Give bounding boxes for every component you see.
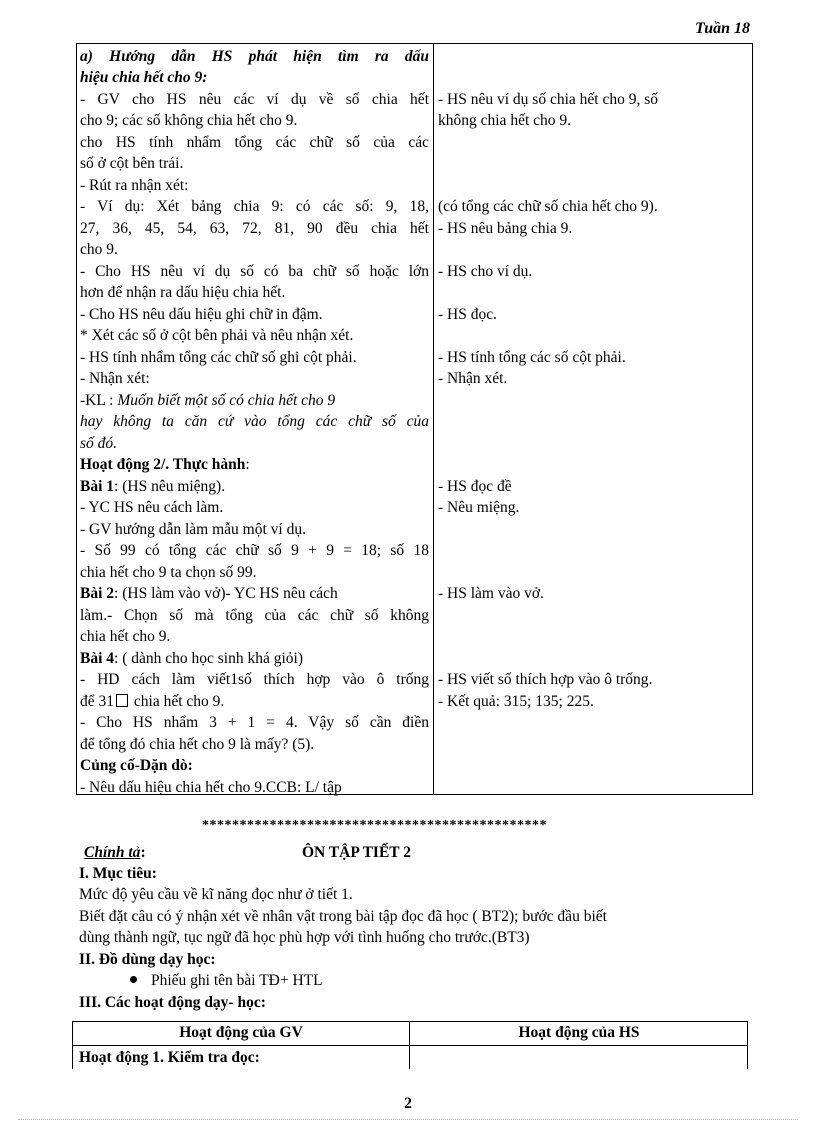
left-line: số ở cột bên trái.	[80, 155, 184, 172]
left-line: làm.- Chọn số mà tổng của các chữ số không	[80, 607, 429, 624]
right-line: (có tổng các chữ số chia hết cho 9).	[438, 198, 658, 215]
left-line: chia hết cho 9 ta chọn số 99.	[80, 564, 257, 581]
objective-line: Biết đặt câu có ý nhận xét về nhân vật trong bài tập đọc đã học ( BT2); bước đầu biết	[79, 908, 607, 925]
right-line: - HS viết số thích hợp vào ô trống.	[438, 671, 653, 688]
right-line: - HS đọc.	[438, 306, 497, 323]
left-line: hơn để nhận ra dấu hiệu chia hết.	[80, 284, 286, 301]
left-line: 27, 36, 45, 54, 63, 72, 81, 90 đều chia hết	[80, 220, 429, 237]
column-divider	[433, 44, 434, 794]
bullet-icon	[130, 976, 137, 983]
left-line: chia hết cho 9.	[80, 628, 171, 645]
left-line: cho HS tính nhẩm tổng các chữ số của các	[80, 134, 429, 151]
left-line: * Xét các số ở cột bên phải và nêu nhận xét.	[80, 327, 354, 344]
page-number: 2	[404, 1095, 412, 1112]
left-line: Bài 4: ( dành cho học sinh khá giỏi)	[80, 650, 304, 667]
objective-line: Mức độ yêu cầu về kĩ năng đọc như ở tiết 1.	[79, 886, 353, 903]
separator: **********************************************	[202, 818, 547, 833]
subject-label: Chính tả	[84, 844, 141, 861]
right-line: - Nêu miệng.	[438, 499, 520, 516]
left-line: để 31 chia hết cho 9.	[80, 693, 225, 710]
left-line: số đó.	[80, 435, 118, 452]
left-line: Hoạt động 2/. Thực hành:	[80, 456, 250, 473]
left-line: - GV hướng dẫn làm mẫu một ví dụ.	[80, 521, 306, 538]
lesson-table	[76, 43, 753, 795]
activities-heading: III. Các hoạt động dạy- học:	[79, 994, 266, 1011]
right-line: - HS cho ví dụ.	[438, 263, 533, 280]
header-teacher: Hoạt động của GV	[179, 1024, 303, 1041]
materials-heading: II. Đồ dùng dạy học:	[79, 951, 216, 968]
exercise-2-label: Bài 2	[80, 585, 115, 602]
left-line: cho 9; các số không chia hết cho 9.	[80, 112, 298, 129]
left-line: - HD cách làm viết1số thích hợp vào ô trống	[80, 671, 429, 688]
right-line: - HS tính tổng các số cột phải.	[438, 349, 626, 366]
conclusion-text: Muốn biết một số có chia hết cho 9	[117, 392, 336, 409]
left-line: Bài 2: (HS làm vào vở)- YC HS nêu cách	[80, 585, 338, 602]
left-line: - Nêu dấu hiệu chia hết cho 9.CCB: L/ tập	[80, 779, 342, 796]
materials-item: Phiếu ghi tên bài TĐ+ HTL	[130, 970, 323, 992]
subject-heading: Chính tả:	[84, 844, 146, 861]
left-line: hiệu chia hết cho 9:	[80, 69, 208, 86]
right-line: - HS nêu bảng chia 9.	[438, 220, 573, 237]
activity-2-heading: Hoạt động 2/. Thực hành	[80, 456, 246, 473]
week-label: Tuần 18	[695, 20, 750, 37]
activities-table	[72, 1021, 748, 1069]
left-line: - Ví dụ: Xét bảng chia 9: có các số: 9, 18,	[80, 198, 429, 215]
page-bottom-border	[18, 1119, 798, 1120]
table-row: Hoạt động 1. Kiểm tra đọc:	[79, 1049, 260, 1066]
left-line: - Số 99 có tổng các chữ số 9 + 9 = 18; số 18	[80, 542, 429, 559]
empty-box-icon	[116, 694, 128, 707]
left-line: Bài 1: (HS nêu miệng).	[80, 478, 226, 495]
left-line: - Cho HS nêu ví dụ số có ba chữ số hoặc lớn	[80, 263, 429, 280]
right-line: - Kết quả: 315; 135; 225.	[438, 693, 594, 710]
left-line: cho 9.	[80, 241, 118, 258]
left-line: - GV cho HS nêu các ví dụ về số chia hết	[80, 91, 429, 108]
lesson-title: ÔN TẬP TIẾT 2	[302, 844, 411, 861]
left-line: - HS tính nhẩm tổng các chữ số ghi cột phải.	[80, 349, 357, 366]
left-line: hay không ta căn cứ vào tổng các chữ số của	[80, 413, 429, 430]
right-line: - HS nêu ví dụ số chia hết cho 9, số	[438, 91, 658, 108]
right-line: không chia hết cho 9.	[438, 112, 572, 129]
left-line	[80, 390, 429, 411]
left-line: - Cho HS nêu dấu hiệu ghi chữ in đậm.	[80, 306, 323, 323]
header-student: Hoạt động của HS	[518, 1024, 640, 1041]
objectives-heading: I. Mục tiêu:	[79, 865, 157, 882]
objective-line: dùng thành ngữ, tục ngữ đã học phù hợp với tình huống cho trước.(BT3)	[79, 929, 530, 946]
exercise-4-label: Bài 4	[80, 650, 115, 667]
exercise-1-label: Bài 1	[80, 478, 115, 495]
left-line: a) Hướng dẫn HS phát hiện tìm ra dấu	[80, 48, 429, 65]
conclusion-prefix: -KL :	[80, 392, 118, 409]
left-line: - Cho HS nhẩm 3 + 1 = 4. Vậy số cần điền	[80, 714, 429, 731]
left-line: - Nhận xét:	[80, 370, 150, 387]
left-line: - YC HS nêu cách làm.	[80, 499, 224, 516]
left-line: để tổng đó chia hết cho 9 là mấy? (5).	[80, 736, 315, 753]
left-line: - Rút ra nhận xét:	[80, 177, 189, 194]
right-line: - Nhận xét.	[438, 370, 508, 387]
right-line: - HS làm vào vở.	[438, 585, 544, 602]
right-line: - HS đọc đề	[438, 478, 512, 495]
left-line: Củng cố-Dặn dò:	[80, 757, 193, 774]
